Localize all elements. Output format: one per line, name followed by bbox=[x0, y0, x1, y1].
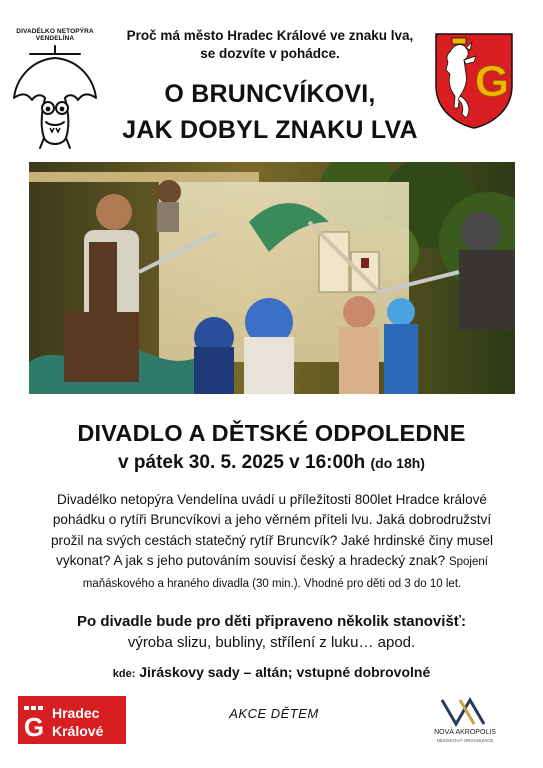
location-label: kde: bbox=[112, 668, 136, 680]
location-value: Jiráskovy sady – altán; vstupné dobrovolné bbox=[139, 664, 431, 680]
intro-line-2: se dozvíte v pohádce. bbox=[200, 46, 340, 61]
after-show-title: Po divadle bude pro děti připraveno několik stanovišť: bbox=[77, 613, 466, 630]
event-date-until: (do 18h) bbox=[370, 455, 425, 471]
akropolis-name: NOVÁ AKROPOLIS bbox=[434, 729, 496, 736]
event-date bbox=[0, 452, 543, 474]
city-logo-line-1: Hradec bbox=[52, 705, 100, 721]
bat-logo-brand: DIVADÉLKO NETOPÝRA VENDELÍNA bbox=[16, 28, 94, 42]
intro-line-1: Proč má město Hradec Králové ve znaku lva, bbox=[126, 28, 414, 43]
event-headline: DIVADLO A DĚTSKÉ ODPOLEDNE bbox=[77, 420, 466, 446]
bat-icon bbox=[10, 40, 100, 152]
puppet-theatre-photo bbox=[29, 162, 515, 394]
city-logo-letter: G bbox=[23, 712, 45, 742]
event-description bbox=[38, 490, 506, 594]
svg-text:G: G bbox=[474, 57, 510, 106]
nova-akropolis-logo bbox=[420, 696, 510, 746]
title-line-1: O BRUNCVÍKOVI, bbox=[164, 80, 376, 108]
coat-of-arms-icon bbox=[432, 30, 516, 130]
description-text: Divadélko netopýra Vendelína uvádí u příležitosti 800let Hradce králové pohádku o rytíři Bruncvíkovi a jeho věrném příteli lvu. Jaká dobrodružství prožil na svých cestách statečný rytíř Bruncvík? Jaké hrdinské činy musel vykonat? A jak s jeho putováním souvisí český a hradecký znak? bbox=[51, 492, 493, 569]
akce-detem-label: AKCE DĚTEM bbox=[229, 706, 319, 721]
description-note: Spojení maňáskového a hraného divadla (30 min.). Vhodné pro děti od 3 do 10 let. bbox=[82, 556, 488, 590]
akropolis-sub: NEZISKOVÁ ORGANIZACE bbox=[436, 738, 494, 743]
after-show-items: výroba slizu, bubliny, střílení z luku… apod. bbox=[127, 634, 416, 651]
title-line-2: JAK DOBYL ZNAKU LVA bbox=[122, 116, 418, 144]
event-date-main: v pátek 30. 5. 2025 v 16:00h bbox=[118, 452, 366, 473]
city-logo-line-2: Králové bbox=[52, 723, 104, 739]
hradec-kralove-logo bbox=[18, 696, 126, 744]
event-location bbox=[0, 664, 543, 680]
